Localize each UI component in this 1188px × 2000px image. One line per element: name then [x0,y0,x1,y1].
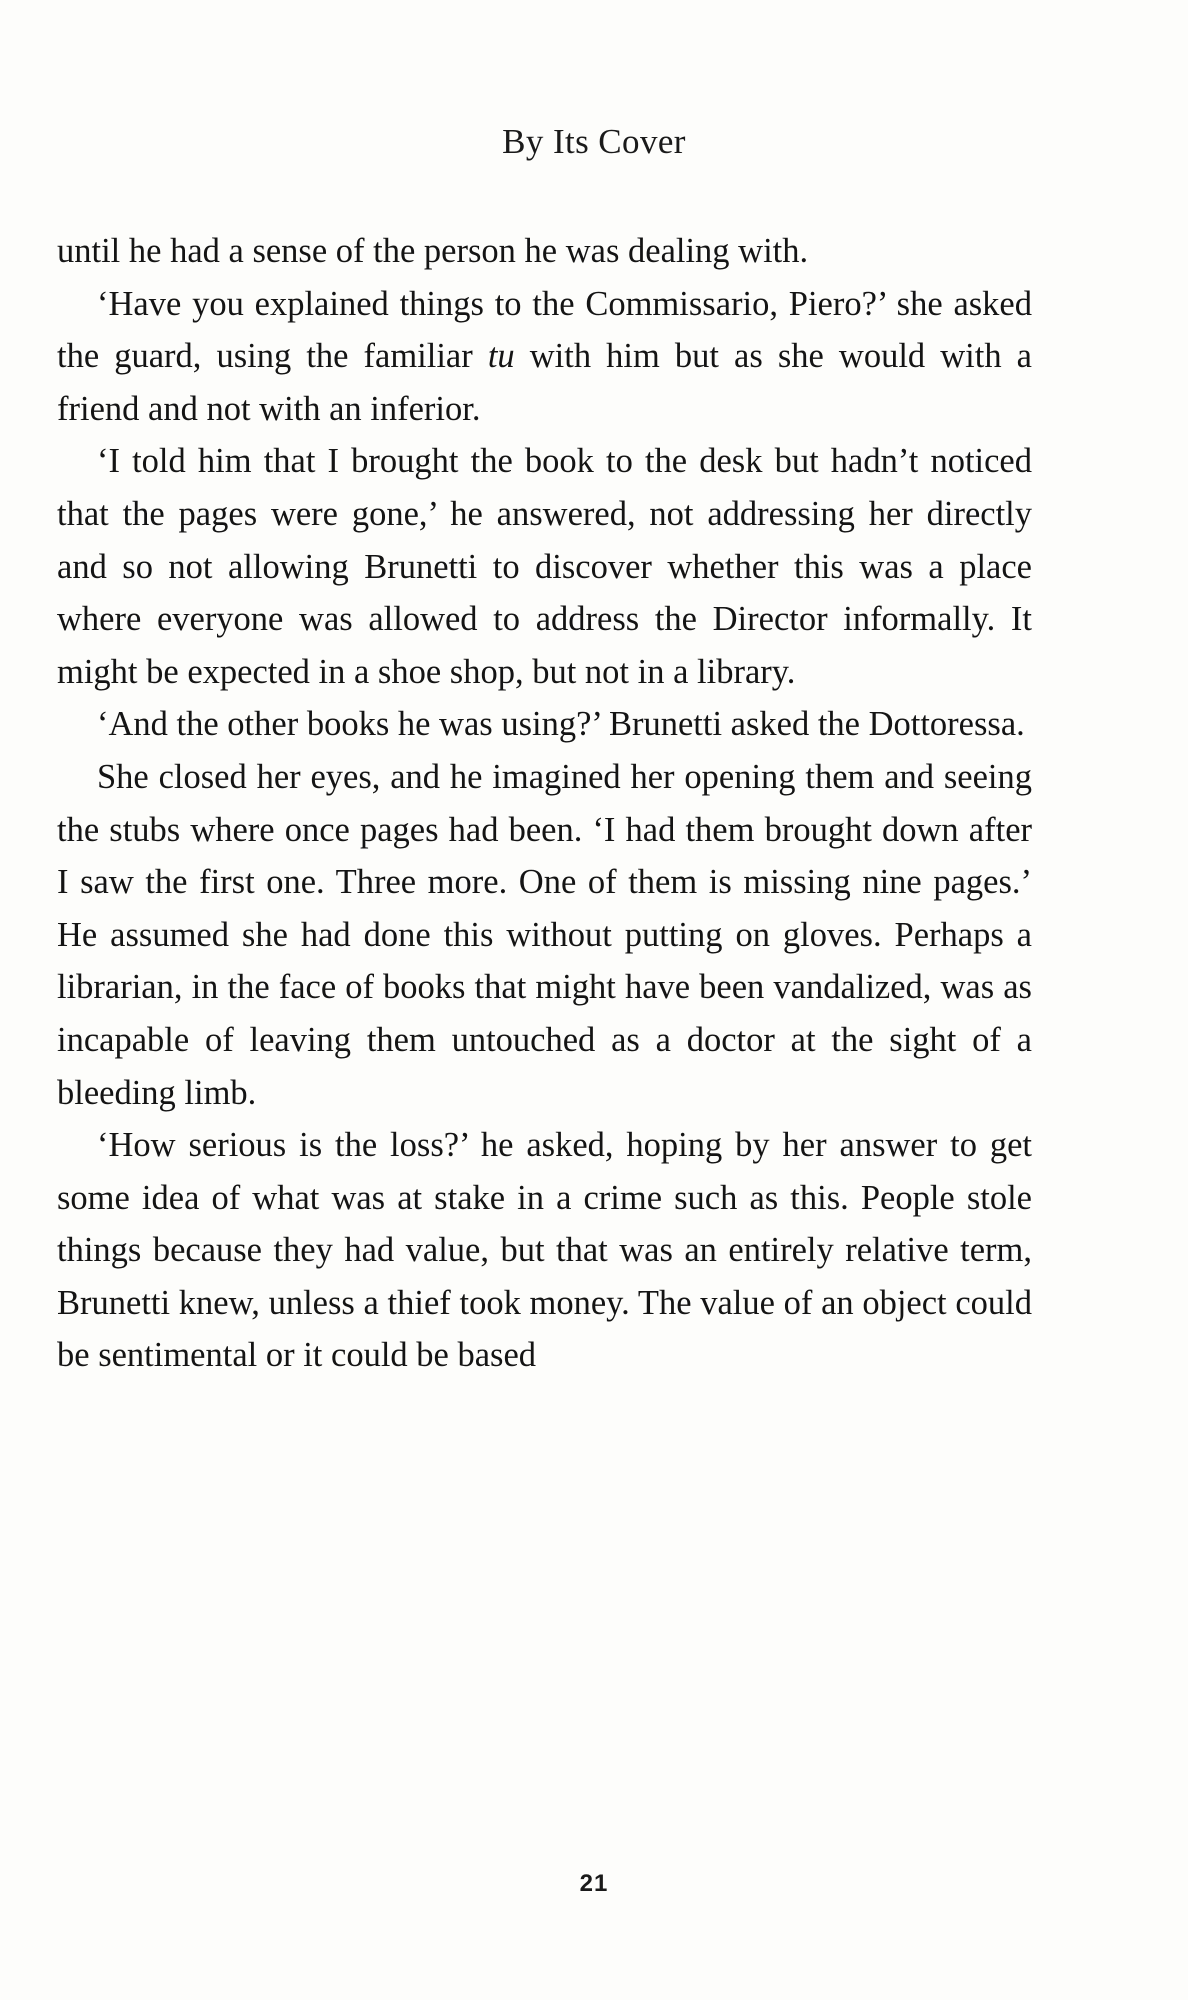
paragraph [57,278,1032,436]
text-run: ‘Have you explained things to the Commissario, Piero?’ she asked the guard, using the familiar [57,284,1032,376]
page-body [57,225,1032,1382]
paragraph [57,435,1032,698]
text-run: with him but as she would with a friend and not with an inferior. [57,337,1032,428]
paragraph [57,698,1032,751]
text-run: until he had a sense of the person he was dealing with. [57,232,809,270]
page-number: 21 [579,1870,609,1897]
text-run: ‘How serious is the loss?’ he asked, hoping by her answer to get some idea of what was at stake in a crime such as this. People stole things because they had value, but that was an entirely relative term, Brunetti knew, unless a thief took money. The value of an object could be sentimental or it could be based [57,1126,1032,1375]
text-run: ‘And the other books he was using?’ Brunetti asked the Dottoressa. [97,705,1025,744]
paragraph [57,225,1032,278]
paragraph [57,751,1032,1119]
text-run: ‘I told him that I brought the book to the desk but hadn’t noticed that the pages were gone,’ he answered, not addressing her directly and so not allowing Brunetti to discover whether this was a place where everyone was allowed to address the Director informally. It might be expected in a shoe shop, but not in a library. [57,442,1032,691]
running-head: By Its Cover [502,122,686,161]
text-run: She closed her eyes, and he imagined her opening them and seeing the stubs where once pages had been. ‘I had them brought down after I saw the first one. Three more. One of them is missing nine pages.’ He assumed she had done this without putting on gloves. Perhaps a librarian, in the face of books that might have been vandalized, was as incapable of leaving them untouched as a doctor at the sight of a bleeding limb. [57,757,1032,1112]
italic-text: tu [487,337,515,376]
paragraph [57,1119,1032,1382]
